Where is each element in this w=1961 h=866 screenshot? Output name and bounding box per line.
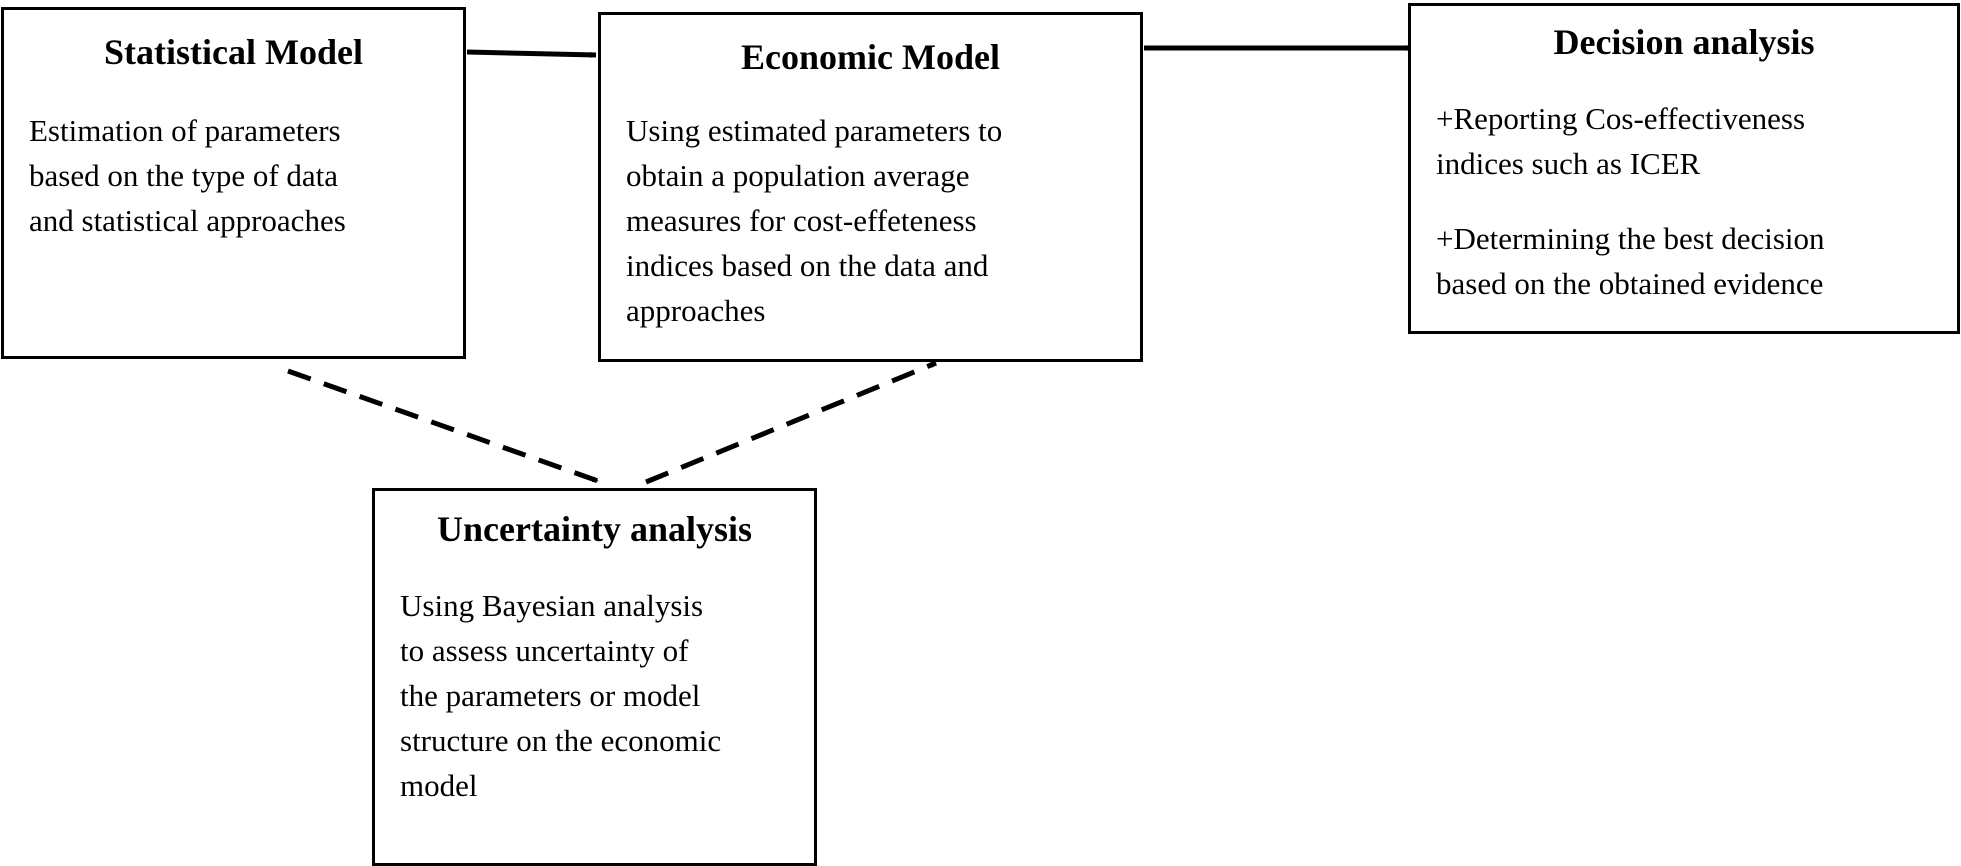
decision-analysis-line: +Determining the best decision bbox=[1436, 221, 1825, 256]
uncertainty-analysis-line: the parameters or model bbox=[400, 678, 701, 713]
uncertainty-analysis-title: Uncertainty analysis bbox=[437, 509, 752, 549]
statistical-model-box bbox=[1, 7, 466, 359]
statistical-model-line: and statistical approaches bbox=[29, 203, 346, 238]
statistical-model-title: Statistical Model bbox=[104, 32, 363, 72]
economic-model-title: Economic Model bbox=[741, 37, 1000, 77]
arrow-uncertainty-to-economic bbox=[646, 363, 936, 482]
uncertainty-analysis-box bbox=[372, 488, 817, 866]
economic-model-line: measures for cost-effeteness bbox=[626, 203, 977, 238]
decision-analysis-text bbox=[1436, 96, 1825, 306]
arrow-statistical-to-uncertainty bbox=[288, 371, 598, 481]
arrow-statistical-to-economic bbox=[467, 52, 596, 55]
statistical-model-text bbox=[29, 108, 346, 243]
statistical-model-line: based on the type of data bbox=[29, 158, 339, 193]
decision-analysis-item bbox=[1436, 216, 1825, 306]
uncertainty-analysis-line: Using Bayesian analysis bbox=[400, 588, 704, 623]
decision-analysis-line: +Reporting Cos-effectiveness bbox=[1436, 101, 1806, 136]
economic-model-line: obtain a population average bbox=[626, 158, 970, 193]
decision-analysis-title: Decision analysis bbox=[1553, 22, 1815, 62]
uncertainty-analysis-line: model bbox=[400, 768, 478, 803]
statistical-model-line: Estimation of parameters bbox=[29, 113, 341, 148]
economic-model-line: approaches bbox=[626, 293, 766, 328]
decision-analysis-item bbox=[1436, 96, 1825, 186]
uncertainty-analysis-line: to assess uncertainty of bbox=[400, 633, 689, 668]
economic-model-box bbox=[598, 12, 1143, 362]
uncertainty-analysis-line: structure on the economic bbox=[400, 723, 722, 758]
decision-analysis-line: indices such as ICER bbox=[1436, 146, 1701, 181]
economic-model-line: Using estimated parameters to bbox=[626, 113, 1003, 148]
economic-model-text bbox=[626, 108, 1002, 333]
economic-model-line: indices based on the data and bbox=[626, 248, 989, 283]
uncertainty-analysis-text bbox=[400, 583, 721, 808]
decision-analysis-line: based on the obtained evidence bbox=[1436, 266, 1824, 301]
decision-analysis-box bbox=[1408, 3, 1960, 334]
